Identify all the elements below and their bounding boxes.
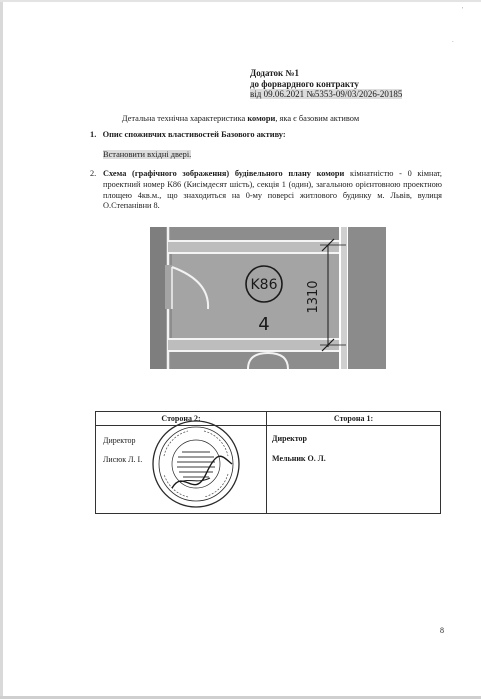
page-number: 8 (440, 626, 444, 635)
table-divider-horizontal (96, 425, 440, 426)
side2-role: Директор (103, 436, 136, 445)
section1-heading-text: Опис споживчих властивостей Базового активу: (102, 130, 286, 139)
signature-table (95, 411, 441, 514)
table-divider-vertical (266, 412, 267, 513)
title-before: Детальна технічна характеристика (121, 114, 248, 123)
company-seal (150, 418, 242, 510)
section2-paragraph (90, 169, 442, 212)
section1-value-text: Встановити вхідні двері. (103, 150, 192, 159)
title-bold: комори (247, 114, 276, 123)
section2-heading: Схема (графічного зображення) будівельного плану комори (103, 169, 345, 178)
contract-type: до форвардного контракту (250, 78, 359, 89)
contract-reference: від 09.06.2021 №5353-09/03/2026-20185 (250, 89, 403, 99)
title-after: , яка є базовим активом (275, 114, 360, 123)
scan-mark: ' (462, 6, 464, 14)
side1-heading: Сторона 1: (333, 414, 374, 423)
scan-mark: . (452, 36, 454, 44)
document-title (0, 114, 481, 123)
side1-role: Директор (272, 434, 307, 443)
appendix-number: Додаток №1 (250, 68, 300, 78)
dimension-label: 1310 (306, 280, 321, 314)
floor-plan-image (150, 227, 386, 369)
section1-value (103, 150, 191, 159)
area-label: 4 (258, 314, 270, 335)
section2-text: кімнатністю - 0 кімнат, проектний номер К86 (Кисімдесят шість), секція 1 (один), загальною орієнтовною проектною площею 4кв.м., що знаходиться на 0-му поверсі житлового будинку м. Львів, вулиця О.Степанівни 8. (103, 169, 443, 211)
scan-edge-left (0, 0, 3, 699)
appendix-header (250, 68, 402, 100)
side2-name: Лисюк Л. І. (103, 455, 143, 464)
section1-number: 1. (90, 130, 97, 139)
side1-name: Мельник О. Л. (272, 454, 326, 463)
scan-edge-top (0, 0, 481, 2)
unit-label: K86 (250, 277, 278, 293)
side2-heading: Сторона 2: (161, 414, 201, 423)
section1-heading (90, 130, 286, 139)
floor-plan-drawing (150, 227, 386, 369)
section2-number: 2. (90, 169, 97, 178)
